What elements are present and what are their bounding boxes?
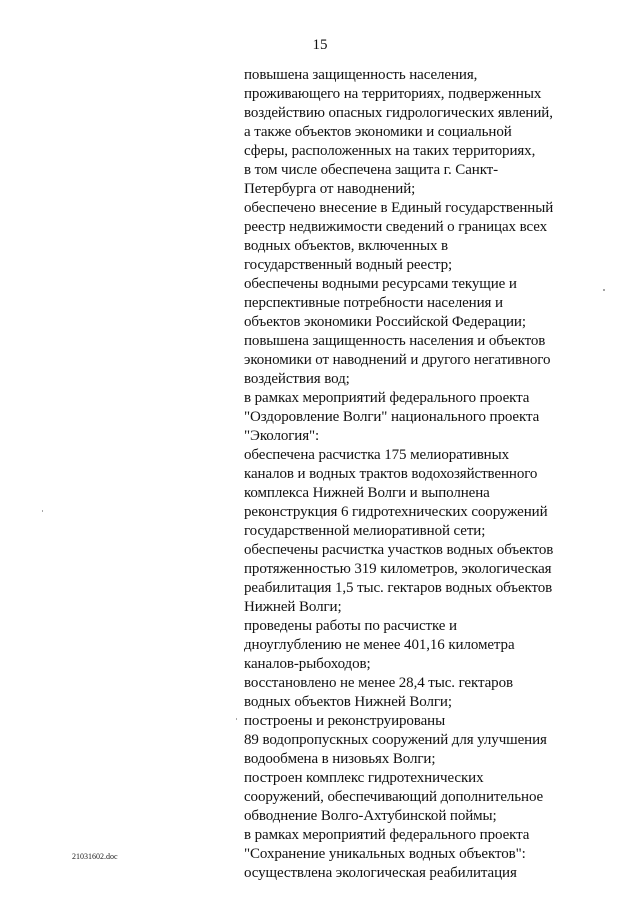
text-line: реконструкция 6 гидротехнических сооружений [244,504,548,520]
text-line: водных объектов Нижней Волги; [244,694,452,710]
text-line: проживающего на территориях, подверженных [244,86,542,102]
text-line: построены и реконструированы [244,713,446,729]
text-line: Нижней Волги; [244,599,342,615]
text-line: в рамках мероприятий федерального проекта [244,390,530,406]
text-line: воздействию опасных гидрологических явлений, [244,105,553,121]
text-line: построен комплекс гидротехнических [244,770,484,786]
text-line: реабилитация 1,5 тыс. гектаров водных объектов [244,580,553,596]
text-line: обеспечено внесение в Единый государственный [244,200,554,216]
scan-speck [236,718,237,720]
text-line: проведены работы по расчистке и [244,618,457,634]
body-text [244,66,596,883]
footer-filename: 21031602.doc [72,852,118,861]
text-line: воздействия вод; [244,371,350,387]
text-line: водных объектов, включенных в [244,238,448,254]
text-line: реестр недвижимости сведений о границах всех [244,219,547,235]
text-line: "Экология": [244,428,320,444]
text-line: перспективные потребности населения и [244,295,503,311]
text-line: каналов-рыбоходов; [244,656,371,672]
text-line: "Сохранение уникальных водных объектов": [244,846,526,862]
page-number: 15 [312,37,328,53]
text-line: в том числе обеспечена защита г. Санкт- [244,162,499,178]
text-line: протяженностью 319 километров, экологическая [244,561,552,577]
text-line: "Оздоровление Волги" национального проекта [244,409,540,425]
text-line: объектов экономики Российской Федерации; [244,314,526,330]
text-line: повышена защищенность населения, [244,67,478,83]
text-line: в рамках мероприятий федерального проекта [244,827,530,843]
text-line: экономики от наводнений и другого негативного [244,352,551,368]
text-line: сферы, расположенных на таких территориях, [244,143,536,159]
text-line: государственный водный реестр; [244,257,453,273]
text-line: дноуглублению не менее 401,16 километра [244,637,515,653]
scan-speck [42,510,43,512]
text-line: обеспечены водными ресурсами текущие и [244,276,517,292]
text-line: государственной мелиоративной сети; [244,523,486,539]
text-line: сооружений, обеспечивающий дополнительное [244,789,544,805]
text-line: комплекса Нижней Волги и выполнена [244,485,490,501]
text-line: повышена защищенность населения и объектов [244,333,546,349]
text-line: обводнение Волго-Ахтубинской поймы; [244,808,497,824]
text-line: восстановлено не менее 28,4 тыс. гектаров [244,675,513,691]
text-line: обеспечена расчистка 175 мелиоративных [244,447,509,463]
text-line: Петербурга от наводнений; [244,181,416,197]
scan-speck [603,289,605,291]
text-line: осуществлена экологическая реабилитация [244,865,517,881]
text-line: каналов и водных трактов водохозяйственного [244,466,538,482]
text-line: обеспечены расчистка участков водных объектов [244,542,554,558]
text-line: 89 водопропускных сооружений для улучшения [244,732,547,748]
text-line: а также объектов экономики и социальной [244,124,512,140]
text-line: водообмена в низовьях Волги; [244,751,436,767]
